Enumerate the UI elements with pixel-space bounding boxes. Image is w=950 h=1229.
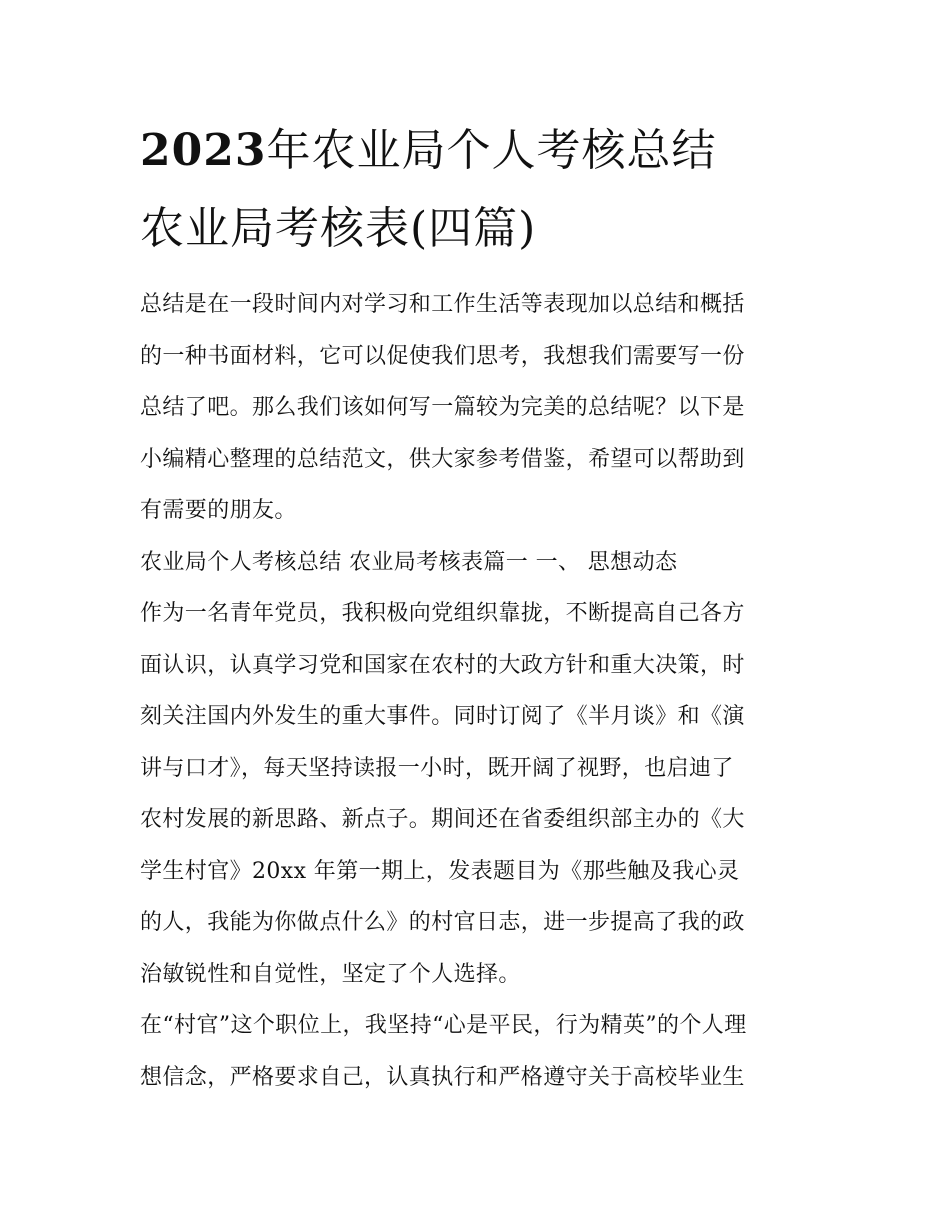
text-line: 的人，我能为你做点什么》的村官日志，进一步提高了我的政 bbox=[140, 910, 745, 935]
title-line-1 bbox=[140, 112, 815, 190]
document-content bbox=[140, 112, 815, 1103]
title-line-2: 农业局考核表(四篇) bbox=[140, 203, 537, 254]
text-line: 农村发展的新思路、新点子。期间还在省委组织部主办的《大 bbox=[140, 807, 745, 832]
text-line: 小编精心整理的总结范文，供大家参考借鉴，希望可以帮助到 bbox=[140, 446, 745, 472]
text-line: 讲与口才》，每天坚持读报一小时，既开阔了视野，也启迪了 bbox=[140, 755, 734, 781]
text-line: 面认识，认真学习党和国家在农村的大政方针和重大决策，时 bbox=[140, 652, 745, 678]
text-line: 学生村官》20xx 年第一期上，发表题目为《那些触及我心灵 bbox=[140, 858, 740, 884]
text-line: 想信念，严格要求自己，认真执行和严格遵守关于高校毕业生 bbox=[140, 1064, 745, 1090]
text-line: 治敏锐性和自觉性，坚定了个人选择。 bbox=[140, 961, 521, 987]
document-title bbox=[140, 112, 815, 268]
text-line: 作为一名青年党员，我积极向党组织靠拢，不断提高自己各方 bbox=[140, 601, 745, 626]
text-line: 有需要的朋友。 bbox=[140, 498, 297, 523]
title-year: 2023 bbox=[140, 125, 267, 176]
text-line: 刻关注国内外发生的重大事件。同时订阅了《半月谈》和《演 bbox=[140, 704, 745, 729]
section-heading: 农业局个人考核总结 农业局考核表篇一 一、 思想动态 bbox=[140, 549, 678, 575]
title-line-1-text: 年农业局个人考核总结 bbox=[266, 125, 717, 176]
document-body bbox=[140, 279, 815, 1103]
text-line: 总结是在一段时间内对学习和工作生活等表现加以总结和概括 bbox=[140, 292, 745, 317]
text-line: 的一种书面材料，它可以促使我们思考，我想我们需要写一份 bbox=[140, 343, 745, 369]
text-line: 总结了吧。那么我们该如何写一篇较为完美的总结呢？以下是 bbox=[140, 395, 745, 420]
text-line: 在“村官”这个职位上，我坚持“心是平民，行为精英”的个人理 bbox=[140, 1013, 747, 1038]
